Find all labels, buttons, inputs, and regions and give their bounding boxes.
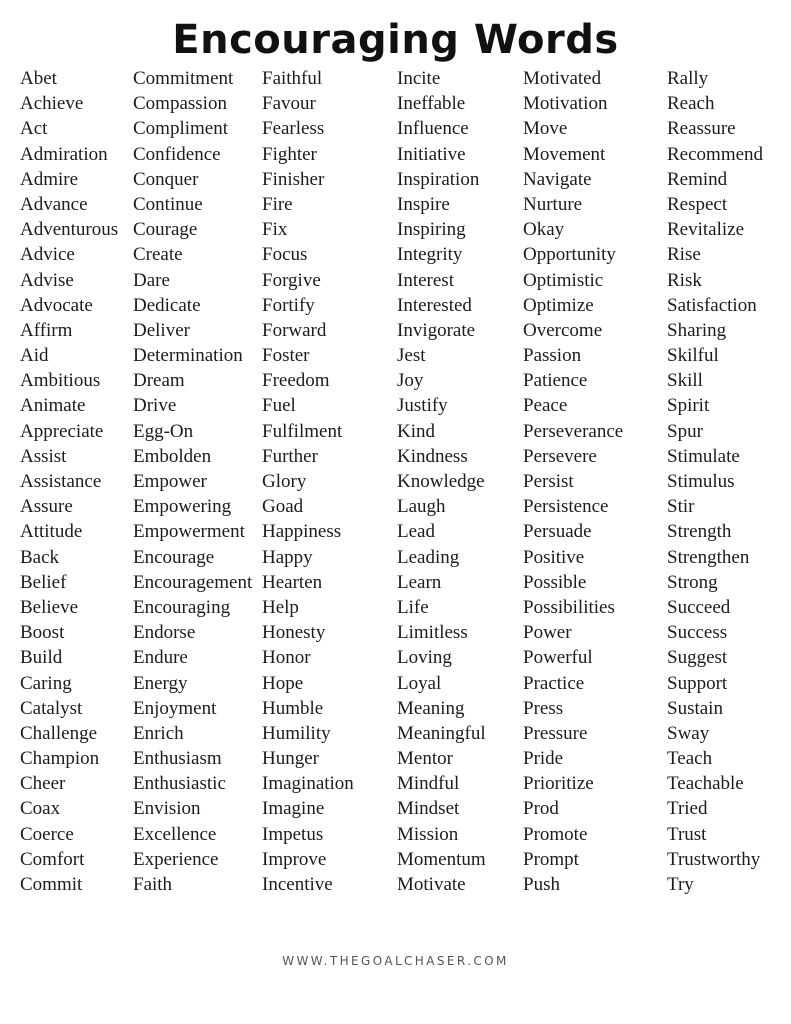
- word-column-3: [262, 66, 354, 897]
- word-item: Act: [20, 118, 48, 140]
- word-item: Ineffable: [397, 93, 466, 115]
- word-column-1: [20, 66, 118, 897]
- word-item: Meaningful: [397, 722, 486, 744]
- word-item: Favour: [262, 93, 316, 115]
- word-item: Attitude: [20, 521, 83, 543]
- word-item: Faith: [133, 874, 173, 895]
- word-item: Finisher: [262, 168, 325, 190]
- word-item: Hearten: [262, 571, 323, 593]
- word-item: Encourage: [133, 546, 215, 568]
- word-item: Enjoyment: [133, 697, 217, 719]
- word-item: Fulfilment: [262, 420, 343, 442]
- word-item: Tried: [667, 798, 708, 820]
- word-item: Enthusiastic: [133, 773, 226, 795]
- word-item: Promote: [523, 823, 588, 845]
- word-item: Fearless: [262, 118, 325, 140]
- word-item: Focus: [262, 244, 308, 266]
- word-item: Hunger: [262, 748, 319, 770]
- word-item: Adventurous: [20, 219, 119, 241]
- word-item: Happy: [262, 546, 313, 568]
- word-item: Opportunity: [523, 244, 616, 266]
- word-item: Commit: [20, 874, 83, 895]
- word-columns: [0, 66, 791, 906]
- word-item: Assure: [20, 496, 73, 518]
- word-item: Challenge: [20, 722, 98, 744]
- word-item: Positive: [523, 546, 585, 568]
- word-item: Forgive: [262, 269, 321, 291]
- word-item: Knowledge: [397, 471, 485, 492]
- word-item: Assistance: [20, 471, 102, 492]
- word-item: Mindset: [397, 798, 460, 820]
- word-item: Encouraging: [133, 596, 231, 618]
- word-item: Motivated: [523, 68, 602, 89]
- word-item: Back: [20, 546, 60, 568]
- word-item: Assist: [20, 445, 67, 467]
- word-item: Faithful: [262, 68, 323, 89]
- word-item: Patience: [523, 370, 588, 392]
- word-item: Enthusiasm: [133, 748, 222, 770]
- word-item: Deliver: [133, 319, 190, 341]
- word-item: Imagination: [262, 773, 354, 795]
- word-item: Goad: [262, 496, 304, 518]
- word-item: Excellence: [133, 823, 217, 845]
- word-item: Kind: [397, 420, 435, 442]
- word-item: Perseverance: [523, 420, 624, 442]
- word-item: Suggest: [667, 647, 728, 669]
- word-item: Help: [262, 596, 299, 618]
- word-item: Try: [667, 874, 694, 895]
- word-item: Humble: [262, 697, 324, 719]
- word-item: Teachable: [667, 773, 744, 795]
- word-item: Press: [523, 697, 564, 719]
- word-item: Encouragement: [133, 571, 253, 593]
- word-item: Admiration: [20, 143, 108, 165]
- word-item: Satisfaction: [667, 294, 757, 316]
- word-item: Skill: [667, 370, 703, 392]
- word-item: Animate: [20, 395, 86, 417]
- word-item: Hope: [262, 672, 304, 694]
- website-footer: WWW.THEGOALCHASER.COM: [282, 954, 509, 968]
- word-item: Conquer: [133, 168, 199, 190]
- word-item: Motivation: [523, 93, 608, 115]
- word-item: Endure: [133, 647, 188, 669]
- word-item: Happiness: [262, 521, 342, 543]
- word-item: Coerce: [20, 823, 74, 845]
- word-item: Rally: [667, 68, 709, 89]
- word-item: Courage: [133, 219, 198, 241]
- word-item: Dream: [133, 370, 185, 392]
- word-item: Enrich: [133, 722, 184, 744]
- word-item: Reassure: [667, 118, 736, 140]
- word-item: Success: [667, 622, 728, 644]
- word-item: Prompt: [523, 848, 579, 870]
- word-item: Continue: [133, 193, 203, 215]
- word-item: Spur: [667, 420, 703, 442]
- word-item: Pride: [523, 748, 564, 770]
- word-item: Compliment: [133, 118, 228, 140]
- word-item: Powerful: [523, 647, 593, 669]
- word-item: Commitment: [133, 68, 234, 89]
- word-item: Humility: [262, 722, 331, 744]
- word-item: Appreciate: [20, 420, 104, 442]
- word-item: Further: [262, 445, 318, 467]
- word-item: Optimistic: [523, 269, 604, 291]
- word-column-5: [523, 66, 623, 897]
- word-item: Achieve: [20, 93, 84, 115]
- word-item: Sharing: [667, 319, 727, 341]
- word-item: Fortify: [262, 294, 315, 316]
- word-item: Learn: [397, 571, 442, 593]
- word-item: Compassion: [133, 93, 227, 115]
- word-item: Empowerment: [133, 521, 245, 543]
- word-item: Ambitious: [20, 370, 101, 392]
- word-item: Build: [20, 647, 63, 669]
- word-item: Recommend: [667, 143, 764, 165]
- word-item: Stimulus: [667, 471, 735, 492]
- word-item: Mission: [397, 823, 459, 845]
- word-item: Stimulate: [667, 445, 740, 467]
- word-item: Empower: [133, 471, 207, 492]
- word-item: Trust: [667, 823, 707, 845]
- word-item: Admire: [20, 168, 79, 190]
- word-item: Move: [523, 118, 568, 140]
- word-item: Dedicate: [133, 294, 201, 316]
- word-column-6: [667, 66, 763, 897]
- word-item: Strengthen: [667, 546, 750, 568]
- word-item: Confidence: [133, 143, 221, 165]
- word-item: Endorse: [133, 622, 196, 644]
- word-item: Egg-On: [133, 420, 194, 442]
- word-item: Trustworthy: [667, 848, 761, 870]
- word-item: Loving: [397, 647, 452, 669]
- word-item: Envision: [133, 798, 201, 820]
- word-item: Abet: [20, 68, 57, 89]
- word-item: Revitalize: [667, 219, 745, 241]
- word-item: Aid: [20, 345, 49, 367]
- word-item: Prod: [523, 798, 559, 820]
- word-item: Persist: [523, 471, 574, 492]
- word-item: Teach: [667, 748, 713, 770]
- word-item: Laugh: [397, 496, 446, 518]
- word-item: Inspiration: [397, 168, 480, 190]
- word-item: Persistence: [523, 496, 609, 518]
- word-item: Comfort: [20, 848, 85, 870]
- word-item: Risk: [667, 269, 702, 291]
- word-item: Fuel: [262, 395, 296, 417]
- word-item: Momentum: [397, 848, 486, 870]
- word-item: Persuade: [523, 521, 592, 543]
- page-title: Encouraging Words: [172, 17, 619, 63]
- word-item: Inspiring: [397, 219, 466, 241]
- word-item: Jest: [397, 345, 426, 367]
- word-item: Power: [523, 622, 572, 644]
- word-item: Optimize: [523, 294, 594, 316]
- word-item: Inspire: [397, 193, 450, 215]
- word-item: Cheer: [20, 773, 66, 795]
- word-item: Peace: [523, 395, 568, 417]
- word-item: Initiative: [397, 143, 466, 165]
- word-item: Champion: [20, 748, 100, 770]
- word-item: Possibilities: [523, 596, 615, 618]
- word-item: Incite: [397, 68, 441, 89]
- word-column-4: [397, 66, 486, 897]
- word-item: Caring: [20, 672, 72, 694]
- word-item: Meaning: [397, 697, 465, 719]
- word-item: Belief: [20, 571, 67, 593]
- word-item: Kindness: [397, 445, 468, 467]
- word-item: Interested: [397, 294, 472, 316]
- word-item: Believe: [20, 596, 79, 618]
- word-item: Advice: [20, 244, 75, 266]
- word-item: Advance: [20, 193, 88, 215]
- word-item: Navigate: [523, 168, 592, 190]
- word-item: Justify: [397, 395, 448, 417]
- word-item: Persevere: [523, 445, 597, 467]
- word-item: Respect: [667, 193, 728, 215]
- word-item: Fix: [262, 219, 288, 241]
- word-item: Succeed: [667, 596, 731, 618]
- word-item: Honor: [262, 647, 311, 669]
- word-item: Pressure: [523, 722, 588, 744]
- word-item: Integrity: [397, 244, 463, 266]
- word-item: Forward: [262, 319, 327, 341]
- word-item: Fighter: [262, 143, 317, 165]
- word-item: Mentor: [397, 748, 453, 770]
- word-item: Boost: [20, 622, 65, 644]
- word-item: Rise: [667, 244, 701, 266]
- word-item: Fire: [262, 193, 293, 215]
- word-item: Coax: [20, 798, 61, 820]
- word-item: Skilful: [667, 345, 719, 367]
- word-item: Glory: [262, 471, 307, 492]
- word-item: Energy: [133, 672, 188, 694]
- word-item: Movement: [523, 143, 606, 165]
- word-item: Catalyst: [20, 697, 83, 719]
- word-item: Strength: [667, 521, 732, 543]
- word-item: Spirit: [667, 395, 710, 417]
- word-item: Support: [667, 672, 728, 694]
- word-item: Reach: [667, 93, 715, 115]
- word-item: Foster: [262, 345, 310, 367]
- word-item: Mindful: [397, 773, 460, 795]
- word-item: Improve: [262, 848, 327, 870]
- word-item: Prioritize: [523, 773, 594, 795]
- word-item: Strong: [667, 571, 718, 593]
- word-item: Joy: [397, 370, 424, 392]
- word-item: Limitless: [397, 622, 468, 644]
- word-item: Nurture: [523, 193, 583, 215]
- word-item: Practice: [523, 672, 585, 694]
- word-item: Sustain: [667, 697, 723, 719]
- word-column-2: [133, 66, 252, 897]
- word-item: Interest: [397, 269, 454, 291]
- word-item: Stir: [667, 496, 695, 518]
- word-item: Incentive: [262, 874, 333, 895]
- word-item: Affirm: [20, 319, 73, 341]
- word-item: Sway: [667, 722, 710, 744]
- word-item: Influence: [397, 118, 469, 140]
- word-item: Embolden: [133, 445, 212, 467]
- word-item: Impetus: [262, 823, 324, 845]
- word-item: Empowering: [133, 496, 232, 518]
- word-item: Experience: [133, 848, 219, 870]
- word-item: Okay: [523, 219, 565, 241]
- word-item: Invigorate: [397, 319, 476, 341]
- word-item: Leading: [397, 546, 460, 568]
- word-item: Overcome: [523, 319, 603, 341]
- word-item: Honesty: [262, 622, 326, 644]
- word-item: Determination: [133, 345, 243, 367]
- word-item: Advocate: [20, 294, 93, 316]
- word-item: Motivate: [397, 874, 466, 895]
- word-item: Create: [133, 244, 183, 266]
- word-item: Life: [397, 596, 429, 618]
- word-item: Drive: [133, 395, 177, 417]
- word-item: Push: [523, 874, 560, 895]
- word-item: Imagine: [262, 798, 325, 820]
- word-item: Advise: [20, 269, 74, 291]
- word-item: Possible: [523, 571, 587, 593]
- word-item: Loyal: [397, 672, 442, 694]
- word-item: Dare: [133, 269, 170, 291]
- word-item: Remind: [667, 168, 728, 190]
- word-item: Lead: [397, 521, 435, 543]
- word-item: Passion: [523, 345, 582, 367]
- word-item: Freedom: [262, 370, 330, 392]
